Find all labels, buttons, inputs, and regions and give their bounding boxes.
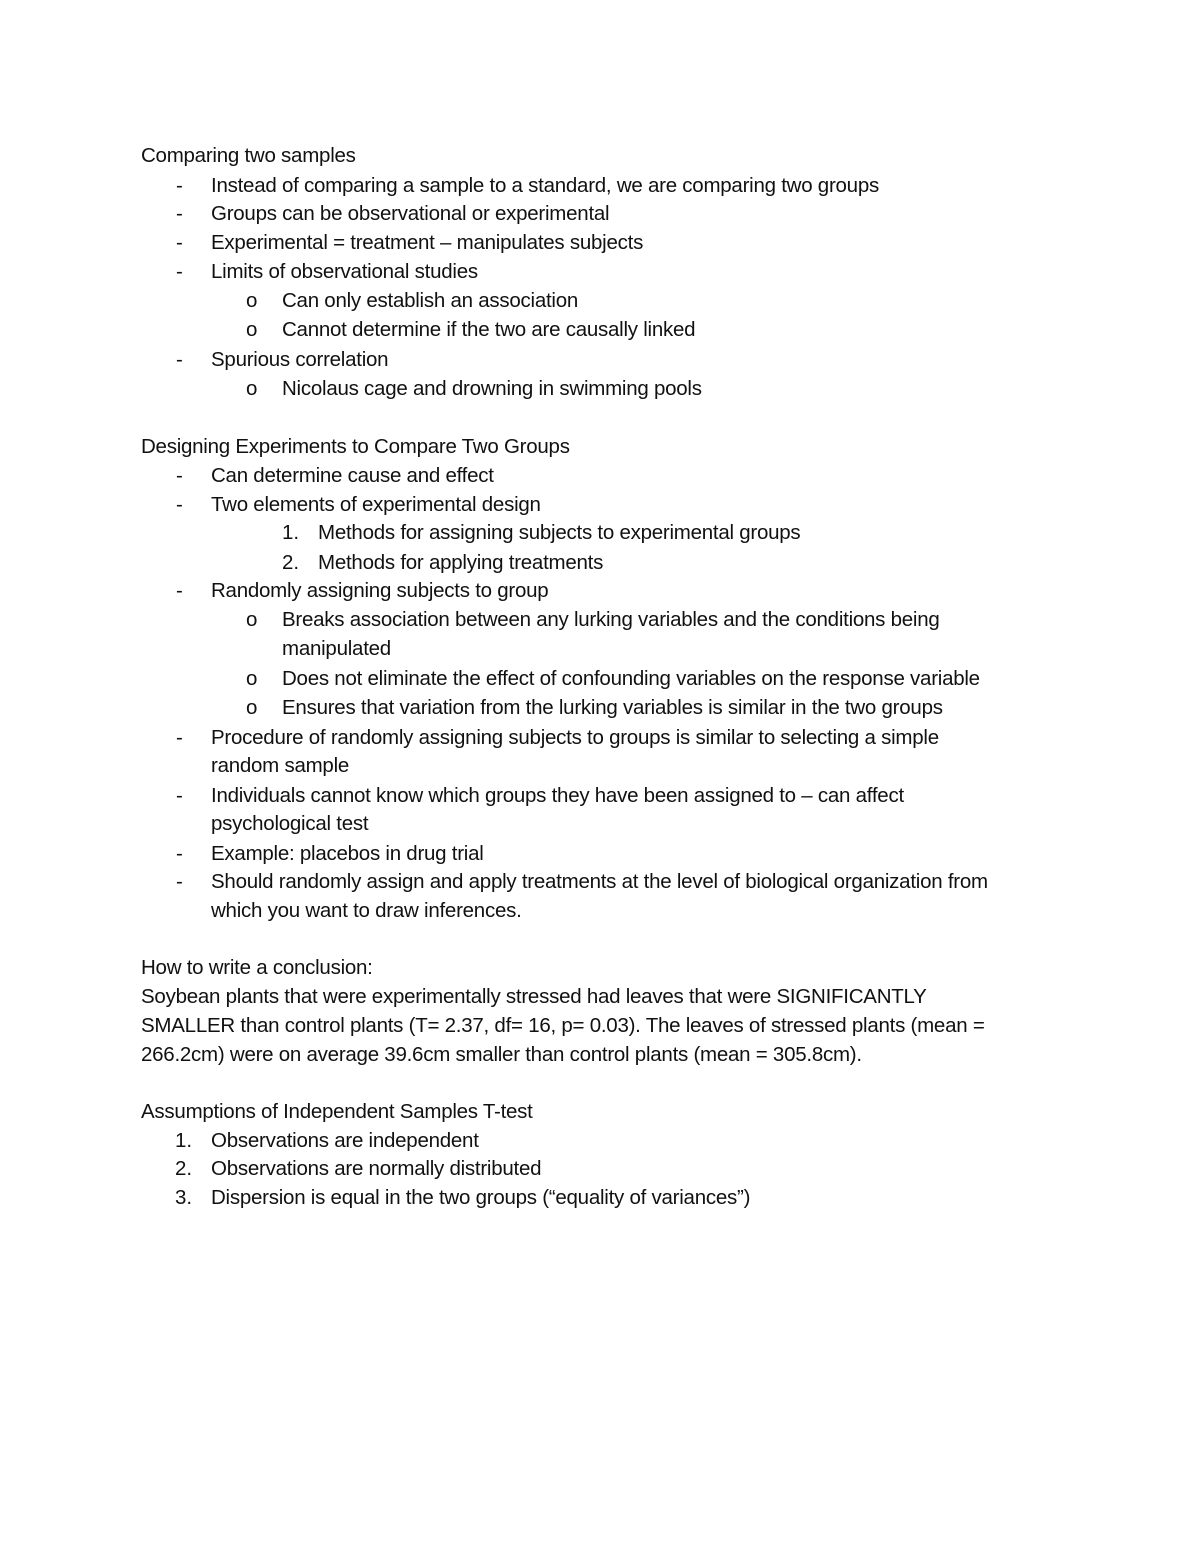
sub-bullet-text: Cannot determine if the two are causally linked [282, 318, 696, 341]
numbered-text: Observations are normally distributed [211, 1157, 542, 1180]
sub-bullet-text: Nicolaus cage and drowning in swimming pools [282, 377, 702, 400]
bullet-marker: - [176, 726, 183, 749]
bullet-marker: - [176, 202, 183, 225]
bullet-text-continued: which you want to draw inferences. [211, 899, 522, 922]
numbered-marker: 2. [282, 551, 300, 574]
section-heading-designing: Designing Experiments to Compare Two Groups [141, 435, 570, 458]
bullet-marker: - [176, 493, 183, 516]
bullet-text: Two elements of experimental design [211, 493, 541, 516]
numbered-text: Methods for applying treatments [318, 551, 604, 574]
bullet-text: Should randomly assign and apply treatments at the level of biological organization from [211, 870, 988, 893]
sub-bullet-text: Ensures that variation from the lurking variables is similar in the two groups [282, 696, 943, 719]
bullet-text: Instead of comparing a sample to a standard, we are comparing two groups [211, 174, 879, 197]
paragraph-line: Soybean plants that were experimentally stressed had leaves that were SIGNIFICANTLY [141, 985, 927, 1008]
bullet-marker: - [176, 174, 183, 197]
sub-bullet-marker: o [246, 667, 258, 690]
paragraph-line: 266.2cm) were on average 39.6cm smaller than control plants (mean = 305.8cm). [141, 1043, 862, 1066]
bullet-text-continued: random sample [211, 754, 350, 777]
bullet-text: Groups can be observational or experimental [211, 202, 610, 225]
sub-bullet-text: Breaks association between any lurking variables and the conditions being [282, 608, 940, 631]
sub-bullet-marker: o [246, 696, 258, 719]
section-heading-conclusion: How to write a conclusion: [141, 956, 373, 979]
section-heading-comparing: Comparing two samples [141, 144, 356, 167]
bullet-text: Experimental = treatment – manipulates subjects [211, 231, 644, 254]
bullet-text: Individuals cannot know which groups they have been assigned to – can affect [211, 784, 904, 807]
sub-bullet-marker: o [246, 318, 258, 341]
numbered-marker: 3. [175, 1186, 193, 1209]
bullet-text: Limits of observational studies [211, 260, 478, 283]
numbered-marker: 1. [175, 1129, 193, 1152]
bullet-text: Procedure of randomly assigning subjects to groups is similar to selecting a simple [211, 726, 939, 749]
section-heading-assumptions: Assumptions of Independent Samples T-test [141, 1100, 533, 1123]
bullet-text-continued: psychological test [211, 812, 369, 835]
bullet-text: Spurious correlation [211, 348, 389, 371]
numbered-text: Dispersion is equal in the two groups (“equality of variances”) [211, 1186, 751, 1209]
bullet-marker: - [176, 842, 183, 865]
bullet-marker: - [176, 579, 183, 602]
bullet-text: Randomly assigning subjects to group [211, 579, 549, 602]
bullet-marker: - [176, 464, 183, 487]
sub-bullet-text-continued: manipulated [282, 637, 391, 660]
sub-bullet-marker: o [246, 608, 258, 631]
numbered-text: Observations are independent [211, 1129, 479, 1152]
numbered-marker: 1. [282, 521, 300, 544]
numbered-text: Methods for assigning subjects to experimental groups [318, 521, 801, 544]
bullet-marker: - [176, 870, 183, 893]
sub-bullet-marker: o [246, 289, 258, 312]
sub-bullet-marker: o [246, 377, 258, 400]
sub-bullet-text: Does not eliminate the effect of confounding variables on the response variable [282, 667, 980, 690]
bullet-marker: - [176, 348, 183, 371]
bullet-text: Can determine cause and effect [211, 464, 494, 487]
numbered-marker: 2. [175, 1157, 193, 1180]
sub-bullet-text: Can only establish an association [282, 289, 579, 312]
bullet-text: Example: placebos in drug trial [211, 842, 484, 865]
bullet-marker: - [176, 784, 183, 807]
paragraph-line: SMALLER than control plants (T= 2.37, df= 16, p= 0.03). The leaves of stressed plants (mean = [141, 1014, 985, 1037]
bullet-marker: - [176, 260, 183, 283]
bullet-marker: - [176, 231, 183, 254]
